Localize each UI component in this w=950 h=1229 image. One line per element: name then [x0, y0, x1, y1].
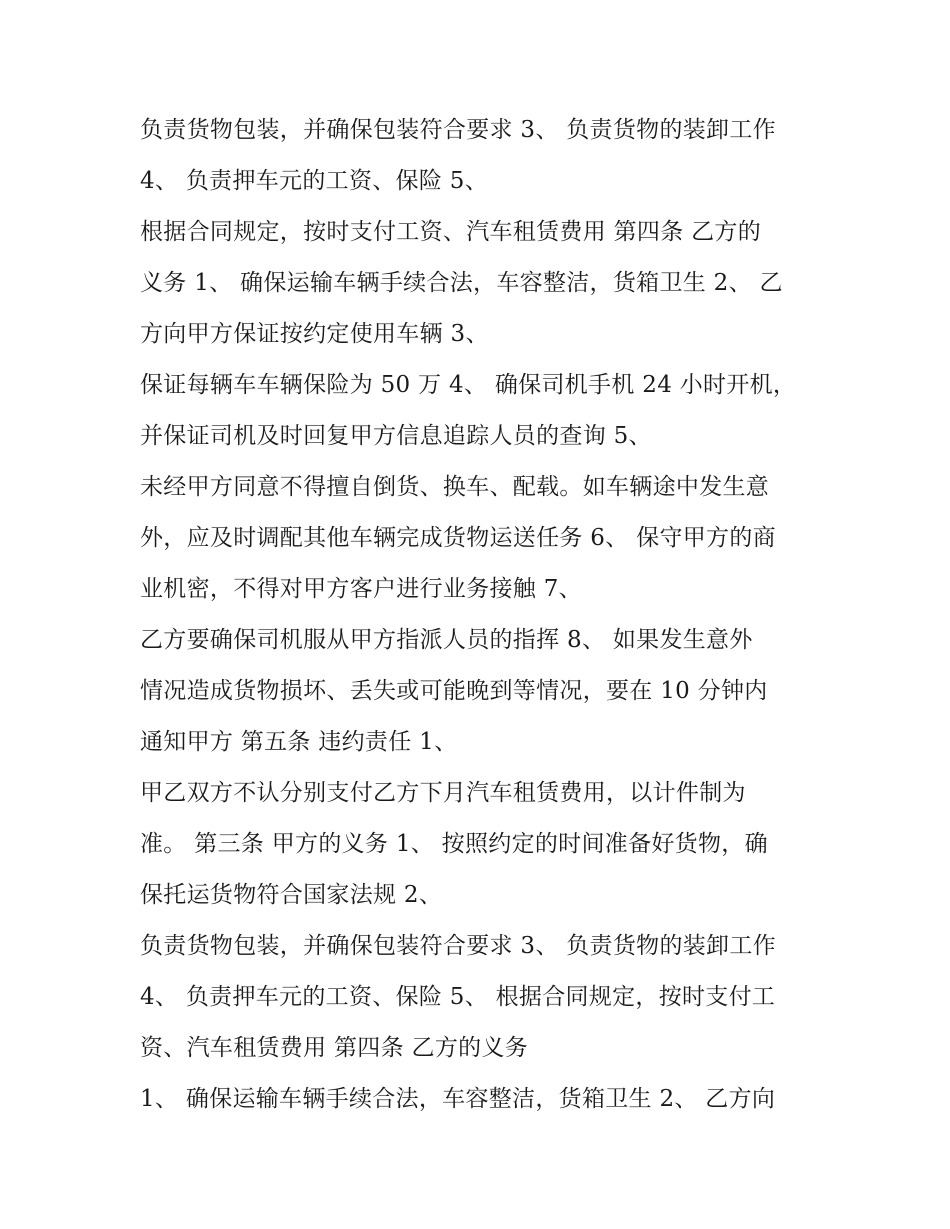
- text-line: 通知甲方 第五条 违约责任 1、: [140, 729, 458, 755]
- text-line: 根据合同规定，按时支付工资、汽车租赁费用 第四条 乙方的: [140, 219, 762, 245]
- text-line: 资、汽车租赁费用 第四条 乙方的义务: [140, 1035, 529, 1061]
- text-line: 负责货物包装，并确保包装符合要求 3、 负责货物的装卸工作: [140, 117, 776, 143]
- text-line: 情况造成货物损坏、丢失或可能晚到等情况，要在 10 分钟内: [140, 678, 768, 704]
- text-line: 1、 确保运输车辆手续合法，车容整洁，货箱卫生 2、 乙方向: [140, 1086, 776, 1112]
- text-line: 准。 第三条 甲方的义务 1、 按照约定的时间准备好货物，确: [140, 831, 768, 857]
- text-line: 负责货物包装，并确保包装符合要求 3、 负责货物的装卸工作: [140, 933, 776, 959]
- text-line: 义务 1、 确保运输车辆手续合法，车容整洁，货箱卫生 2、 乙: [140, 270, 783, 296]
- text-line: 未经甲方同意不得擅自倒货、换车、配载。如车辆途中发生意: [140, 474, 770, 500]
- text-line: 业机密，不得对甲方客户进行业务接触 7、: [140, 576, 582, 602]
- text-line: 方向甲方保证按约定使用车辆 3、: [140, 321, 489, 347]
- text-line: 乙方要确保司机服从甲方指派人员的指挥 8、 如果发生意外: [140, 627, 753, 653]
- text-line: 4、 负责押车元的工资、保险 5、: [140, 168, 488, 194]
- text-line: 并保证司机及时回复甲方信息追踪人员的查询 5、: [140, 423, 652, 449]
- text-line: 保证每辆车车辆保险为 50 万 4、 确保司机手机 24 小时开机，: [140, 372, 797, 398]
- text-line: 甲乙双方不认分别支付乙方下月汽车租赁费用，以计件制为: [140, 780, 746, 806]
- text-line: 外，应及时调配其他车辆完成货物运送任务 6、 保守甲方的商: [140, 525, 776, 551]
- document-body: [140, 108, 820, 1128]
- text-line: 4、 负责押车元的工资、保险 5、 根据合同规定，按时支付工: [140, 984, 776, 1010]
- text-line: 保托运货物符合国家法规 2、: [140, 882, 443, 908]
